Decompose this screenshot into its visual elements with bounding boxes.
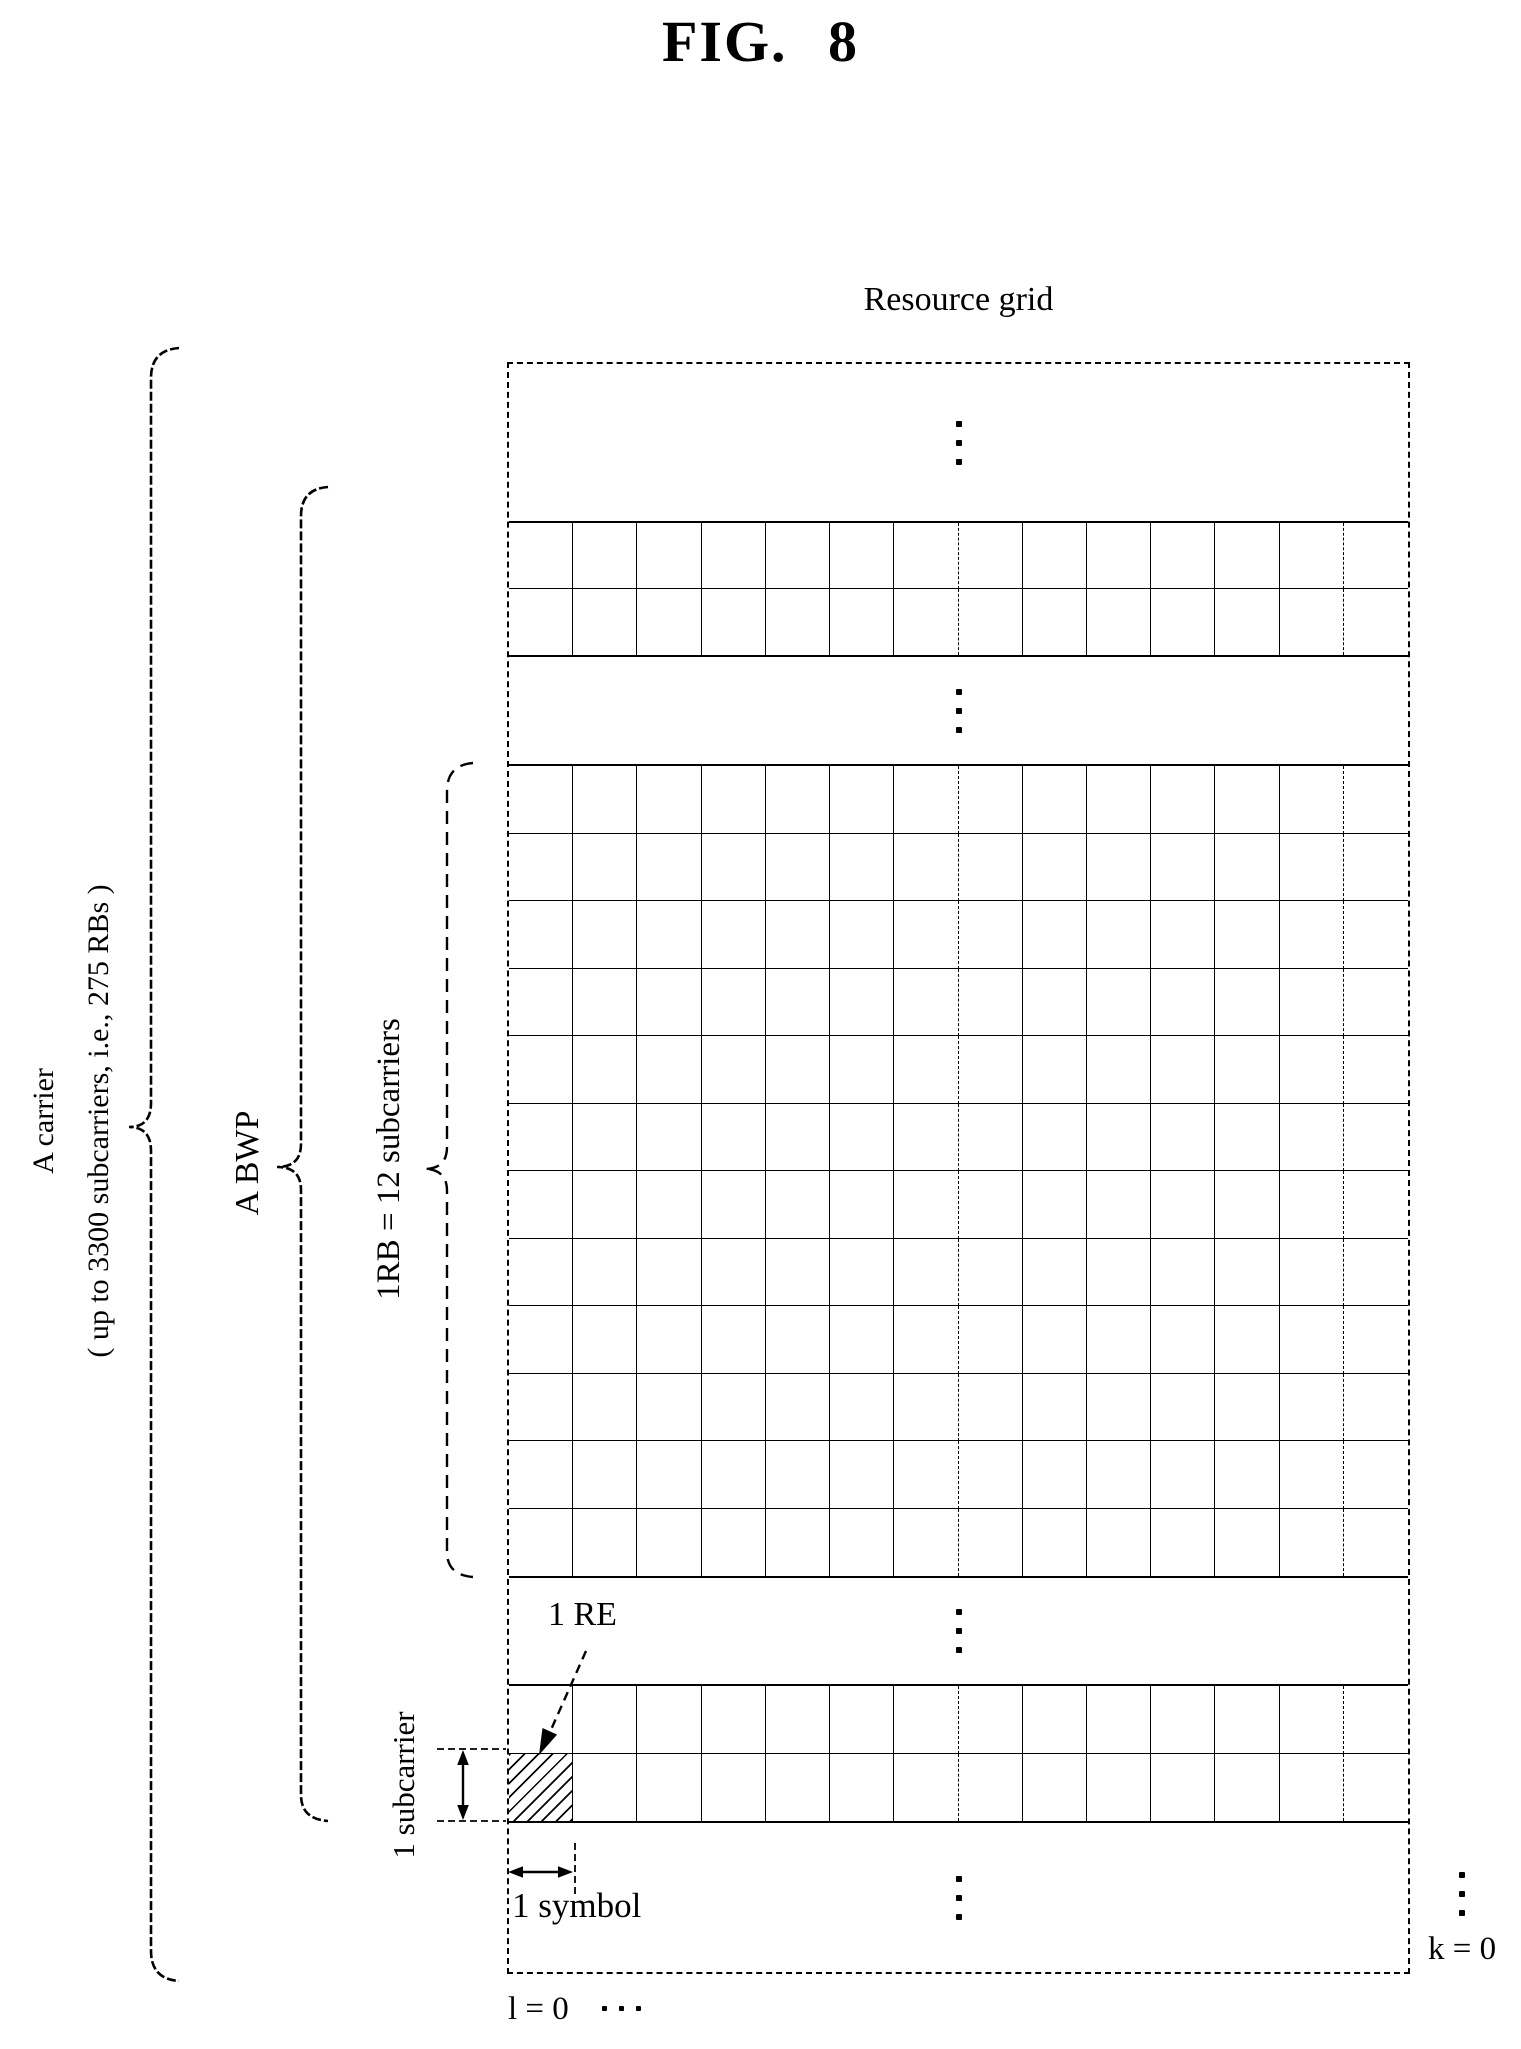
grid-cell (894, 1686, 958, 1754)
grid-cell (1087, 766, 1151, 834)
grid-cell (766, 1239, 830, 1307)
grid-cell (573, 1104, 637, 1172)
grid-cell (830, 523, 894, 589)
grid-cell (1087, 1441, 1151, 1509)
grid-cell (1344, 1306, 1408, 1374)
grid-cell (1344, 1754, 1408, 1822)
grid-cell (1023, 901, 1087, 969)
grid-cell (1151, 1754, 1215, 1822)
grid-cell (509, 766, 573, 834)
grid-cell (637, 1171, 701, 1239)
grid-cell (766, 1104, 830, 1172)
grid-cell (509, 1686, 573, 1754)
grid-cell (1151, 1374, 1215, 1442)
grid-cell (1151, 589, 1215, 655)
grid-cell (1023, 766, 1087, 834)
grid-cell (702, 1754, 766, 1822)
grid-cell (1215, 1686, 1279, 1754)
grid-cell (573, 1754, 637, 1822)
grid-cell (1280, 1754, 1344, 1822)
grid-cell (830, 834, 894, 902)
resource-element-label: 1 RE (548, 1596, 617, 1633)
grid-cell (1151, 1686, 1215, 1754)
grid-cell (702, 1441, 766, 1509)
grid-cell (509, 969, 573, 1037)
grid-cell (1215, 969, 1279, 1037)
grid-cell (1023, 1104, 1087, 1172)
grid-cell (1087, 969, 1151, 1037)
grid-cell (1344, 1441, 1408, 1509)
grid-cell (702, 1306, 766, 1374)
grid-cell (959, 901, 1023, 969)
grid-cell (1151, 766, 1215, 834)
grid-cell (894, 589, 958, 655)
grid-cell (1344, 1509, 1408, 1577)
grid-cell (702, 901, 766, 969)
grid-cell (830, 766, 894, 834)
grid-cell (637, 1239, 701, 1307)
rb-label: 1RB = 12 subcarriers (371, 1018, 407, 1300)
grid-cell (1215, 766, 1279, 834)
grid-cell (1023, 1374, 1087, 1442)
grid-cell (1023, 1171, 1087, 1239)
grid-cell (702, 1374, 766, 1442)
grid-cell (702, 1036, 766, 1104)
grid-cell (1280, 969, 1344, 1037)
grid-cell (1087, 1171, 1151, 1239)
vertical-ellipsis-icon (956, 421, 962, 465)
grid-cell (959, 1441, 1023, 1509)
grid-cell (1087, 1239, 1151, 1307)
grid-cell (637, 834, 701, 902)
carrier-brace (129, 348, 179, 1981)
grid-cell (1215, 1239, 1279, 1307)
grid-cell (573, 589, 637, 655)
grid-cell (1023, 1306, 1087, 1374)
grid-cell (573, 834, 637, 902)
grid-cell (1215, 1509, 1279, 1577)
carrier-label-line1: A carrier (27, 1068, 60, 1174)
resource-grid (507, 362, 1410, 1974)
grid-cell (1151, 834, 1215, 902)
grid-cell (766, 969, 830, 1037)
grid-cell (637, 766, 701, 834)
grid-cell (702, 1104, 766, 1172)
grid-cell (1023, 1686, 1087, 1754)
grid-cell (959, 1036, 1023, 1104)
grid-cell (1344, 969, 1408, 1037)
grid-cell (1344, 1686, 1408, 1754)
grid-cell (1280, 901, 1344, 969)
grid-cell (959, 1171, 1023, 1239)
grid-cell (1087, 1036, 1151, 1104)
grid-cell (766, 1686, 830, 1754)
grid-cell (1023, 523, 1087, 589)
grid-cell (573, 1306, 637, 1374)
grid-cell (1280, 1036, 1344, 1104)
grid-cell (830, 589, 894, 655)
grid-cell (1151, 1171, 1215, 1239)
grid-cell (702, 1239, 766, 1307)
grid-cell (1215, 1306, 1279, 1374)
grid-cell (637, 1686, 701, 1754)
grid-cell (573, 1239, 637, 1307)
grid-cell (1215, 1374, 1279, 1442)
grid-cell (509, 589, 573, 655)
grid-cell (573, 523, 637, 589)
grid-cell (637, 969, 701, 1037)
grid-cell (1087, 1306, 1151, 1374)
figure-title: FIG. 8 (661, 9, 860, 74)
grid-cell (959, 1239, 1023, 1307)
grid-band-b3 (509, 657, 1408, 764)
grid-cell (1280, 1509, 1344, 1577)
grid-cell (509, 523, 573, 589)
grid-cell (702, 589, 766, 655)
grid-band-b7 (509, 1823, 1408, 1972)
grid-cell (1087, 1686, 1151, 1754)
grid-cell (959, 523, 1023, 589)
grid-cell (1215, 523, 1279, 589)
grid-cell (637, 523, 701, 589)
grid-cell (1280, 766, 1344, 834)
grid-cell (959, 766, 1023, 834)
grid-cell (702, 1509, 766, 1577)
grid-cell (1087, 1754, 1151, 1822)
grid-cell (894, 523, 958, 589)
grid-cell (1215, 1036, 1279, 1104)
grid-cell (509, 1306, 573, 1374)
grid-cell (573, 1441, 637, 1509)
grid-cell (959, 1509, 1023, 1577)
grid-cell (1151, 1509, 1215, 1577)
grid-cell (1023, 589, 1087, 655)
grid-cell (573, 1374, 637, 1442)
grid-band-b1 (509, 364, 1408, 521)
grid-cell (894, 1509, 958, 1577)
grid-cell (959, 589, 1023, 655)
grid-cell (1215, 901, 1279, 969)
grid-cell (637, 1104, 701, 1172)
grid-cell (959, 1104, 1023, 1172)
grid-cell (1151, 1441, 1215, 1509)
resource-grid-label: Resource grid (863, 281, 1054, 318)
grid-cell (637, 1374, 701, 1442)
grid-cell (637, 1754, 701, 1822)
grid-cell (509, 834, 573, 902)
grid-cell (1215, 834, 1279, 902)
k-axis-label: k = 0 (1428, 1931, 1497, 1967)
grid-cell (509, 1171, 573, 1239)
grid-cell (1344, 834, 1408, 902)
grid-cell (702, 1686, 766, 1754)
vertical-ellipsis-icon (956, 1876, 962, 1920)
grid-cell (830, 1104, 894, 1172)
grid-cell (766, 1171, 830, 1239)
grid-cell (959, 1306, 1023, 1374)
grid-cell (1344, 1171, 1408, 1239)
grid-cell (509, 1441, 573, 1509)
vertical-ellipsis-icon (1459, 1872, 1465, 1916)
grid-cell (573, 1509, 637, 1577)
grid-cell (1344, 901, 1408, 969)
grid-cell (766, 1036, 830, 1104)
grid-cell (766, 1509, 830, 1577)
grid-cell (830, 1239, 894, 1307)
grid-cell (894, 766, 958, 834)
grid-cell (702, 766, 766, 834)
grid-cell (637, 1509, 701, 1577)
grid-cell (1023, 1509, 1087, 1577)
grid-cell (1344, 766, 1408, 834)
grid-cell (1280, 1104, 1344, 1172)
grid-cell (702, 969, 766, 1037)
horizontal-ellipsis-icon (602, 2006, 641, 2011)
grid-cell (830, 1374, 894, 1442)
grid-cell (1280, 1441, 1344, 1509)
grid-cell (1280, 589, 1344, 655)
grid-cell (894, 1171, 958, 1239)
grid-cell (1023, 834, 1087, 902)
grid-cell (1087, 1104, 1151, 1172)
grid-cell (830, 969, 894, 1037)
grid-cell (894, 1036, 958, 1104)
grid-cell (766, 1374, 830, 1442)
grid-cell (894, 834, 958, 902)
grid-cell (573, 1686, 637, 1754)
grid-cell (702, 1171, 766, 1239)
grid-cell (1087, 1374, 1151, 1442)
grid-cell (1344, 1374, 1408, 1442)
grid-cell (1087, 834, 1151, 902)
grid-cell (573, 766, 637, 834)
grid-cell (637, 589, 701, 655)
grid-cell (573, 901, 637, 969)
grid-cell (830, 1171, 894, 1239)
symbol-label: 1 symbol (512, 1886, 642, 1925)
grid-band-b2 (509, 521, 1408, 657)
grid-cell (702, 523, 766, 589)
grid-cell (830, 1754, 894, 1822)
grid-cell (1280, 1306, 1344, 1374)
grid-cell (509, 1036, 573, 1104)
grid-cell (1344, 1036, 1408, 1104)
vertical-ellipsis-icon (956, 1609, 962, 1653)
grid-cell (766, 589, 830, 655)
grid-cell (1023, 969, 1087, 1037)
grid-cell (637, 1306, 701, 1374)
grid-cell (894, 1441, 958, 1509)
grid-cell (1087, 901, 1151, 969)
grid-cell (894, 1374, 958, 1442)
grid-cell (959, 969, 1023, 1037)
grid-cell (1280, 523, 1344, 589)
grid-cell (509, 1509, 573, 1577)
grid-cell (509, 901, 573, 969)
grid-cell (1215, 1754, 1279, 1822)
grid-cell (1215, 1171, 1279, 1239)
grid-cell (1151, 1239, 1215, 1307)
grid-cell (830, 1686, 894, 1754)
grid-cell (637, 1441, 701, 1509)
grid-cell (1023, 1036, 1087, 1104)
carrier-label-line2: ( up to 3300 subcarriers, i.e., 275 RBs ) (82, 884, 115, 1358)
grid-band-b4 (509, 764, 1408, 1578)
grid-cell (894, 969, 958, 1037)
grid-cell (766, 1306, 830, 1374)
carrier-label (16, 660, 128, 1582)
l-axis-label: l = 0 (508, 1991, 569, 2027)
subcarrier-arrow (437, 1749, 506, 1821)
grid-cell (959, 834, 1023, 902)
grid-cell (830, 1509, 894, 1577)
grid-cell (830, 1306, 894, 1374)
grid-cell (894, 901, 958, 969)
grid-cell (573, 969, 637, 1037)
grid-cell (1344, 1239, 1408, 1307)
grid-cell (1151, 523, 1215, 589)
grid-cell (1280, 834, 1344, 902)
grid-cell (509, 1374, 573, 1442)
grid-cell (509, 1239, 573, 1307)
grid-cell (1280, 1171, 1344, 1239)
grid-cell (959, 1754, 1023, 1822)
grid-cell (509, 1104, 573, 1172)
grid-cell (1151, 969, 1215, 1037)
grid-cell (1023, 1441, 1087, 1509)
grid-cell (1151, 901, 1215, 969)
grid-cell (766, 1754, 830, 1822)
grid-cell (1087, 589, 1151, 655)
vertical-ellipsis-icon (956, 689, 962, 733)
rb-brace (424, 763, 473, 1577)
grid-cell (1215, 1441, 1279, 1509)
grid-cell (766, 766, 830, 834)
grid-cell (1215, 589, 1279, 655)
grid-cell (1344, 589, 1408, 655)
grid-cell (1280, 1374, 1344, 1442)
grid-cell (1023, 1239, 1087, 1307)
grid-cell (894, 1754, 958, 1822)
grid-cell (830, 1441, 894, 1509)
bwp-brace (277, 487, 328, 1821)
grid-cell (1280, 1686, 1344, 1754)
grid-cell (830, 901, 894, 969)
grid-band-b5 (509, 1578, 1408, 1684)
grid-cell (1151, 1036, 1215, 1104)
grid-cell (1344, 523, 1408, 589)
grid-cell (894, 1239, 958, 1307)
grid-cell (1023, 1754, 1087, 1822)
grid-cell (637, 901, 701, 969)
grid-cell (573, 1036, 637, 1104)
grid-cell (1087, 523, 1151, 589)
grid-cell (766, 834, 830, 902)
grid-cell (573, 1171, 637, 1239)
grid-cell (637, 1036, 701, 1104)
grid-cell (1087, 1509, 1151, 1577)
grid-cell (1344, 1104, 1408, 1172)
grid-cell (1215, 1104, 1279, 1172)
grid-cell (766, 901, 830, 969)
grid-cell (959, 1374, 1023, 1442)
grid-cell (766, 1441, 830, 1509)
grid-cell (702, 834, 766, 902)
grid-cell (766, 523, 830, 589)
resource-element-cell (509, 1754, 573, 1822)
grid-cell (1151, 1104, 1215, 1172)
grid-cell (894, 1104, 958, 1172)
bwp-label: A BWP (229, 1110, 266, 1216)
grid-cell (1280, 1239, 1344, 1307)
grid-cell (959, 1686, 1023, 1754)
grid-cell (830, 1036, 894, 1104)
grid-cell (894, 1306, 958, 1374)
grid-cell (1151, 1306, 1215, 1374)
subcarrier-label: 1 subcarrier (386, 1711, 421, 1859)
grid-band-b6 (509, 1684, 1408, 1823)
